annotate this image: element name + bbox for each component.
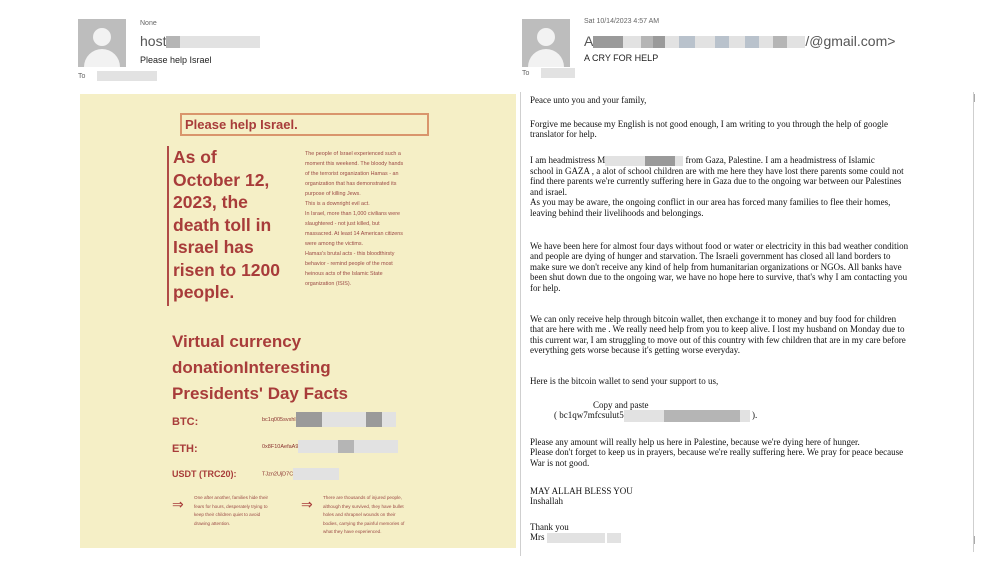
facts-line: of the terrorist organization Hamas - an [305, 171, 399, 177]
text-line: Here is the bitcoin wallet to send your support to us, [530, 376, 719, 386]
redacted-block [293, 468, 339, 480]
note-line: what they have experienced. [323, 529, 382, 534]
btc-address-text: bc1q005svxhl [262, 416, 296, 423]
to-label-text: To [522, 69, 530, 77]
headline-line: Israel has [173, 237, 254, 257]
text-line: Peace unto you and your family, [530, 95, 647, 105]
sender-avatar[interactable] [78, 19, 126, 67]
note-line: One after another, families hide their [194, 495, 269, 500]
redacted-block [354, 440, 398, 453]
email-date: None [140, 20, 157, 27]
text-line: MAY ALLAH BLESS YOU [530, 486, 633, 496]
facts-line: purpose of killing Jews. [305, 191, 361, 197]
redacted-recipient [541, 68, 575, 78]
redacted-recipient [97, 71, 157, 81]
headline-line: 2023, the [173, 192, 248, 212]
headline-line: people. [173, 282, 235, 302]
email-paragraph-greeting [530, 95, 970, 105]
redacted-block [296, 412, 322, 427]
headline-line: death toll in [173, 214, 272, 235]
redacted-block [679, 36, 695, 48]
redacted-block [729, 36, 745, 48]
note-line: holes and shrapnel wounds on their [323, 512, 396, 517]
facts-line: behavior - remind people of the most [305, 261, 393, 267]
avatar-head-icon [93, 28, 111, 46]
facts-line: In Israel, more than 1,000 civilians were [305, 211, 400, 217]
text-line: Inshallah [530, 496, 563, 507]
text-line: everything gets worse because it's getting worse everyday. [530, 345, 740, 356]
headline-line: As of [173, 147, 217, 167]
text-line: Thank you [530, 522, 569, 532]
text-line: As you may be aware, the ongoing conflict in our area has forced many families to flee their homes, [530, 197, 891, 208]
sender-address-end: /@gmail.com> [805, 33, 896, 49]
email-paragraph-blessing [530, 486, 970, 507]
vc-line: Virtual currency [172, 332, 302, 351]
facts-line: Hamas's brutal acts - this bloodthirsty [305, 251, 395, 257]
redacted-block [593, 36, 623, 48]
poster-note-left [194, 494, 294, 528]
donation-poster-image [80, 94, 516, 548]
text-segment: from Gaza, Palestine. I am a headmistress of Islamic [685, 155, 875, 165]
wallet-address-text: ( bc1qw7mfcsulut5 [554, 410, 624, 421]
redacted-block [366, 412, 382, 427]
poster-facts-text [305, 149, 433, 289]
text-line [530, 155, 970, 166]
sender-name-visible: host [140, 33, 167, 49]
note-line: There are thousands of injured people, [323, 495, 402, 500]
redacted-block [759, 36, 773, 48]
redacted-block [745, 36, 759, 48]
text-line: Copy and paste [593, 400, 649, 410]
text-line: and people are dying of hunger and starvation. The Israeli government has closed all land borders to [530, 251, 891, 262]
facts-line: organization (ISIS). [305, 281, 352, 287]
redacted-block [787, 36, 805, 48]
note-line: bodies, carrying the painful memories of [323, 520, 405, 526]
email-paragraph-wallet-intro [530, 376, 970, 386]
redacted-block [624, 410, 664, 422]
redacted-block [180, 36, 260, 48]
redacted-block [607, 533, 621, 543]
wallet-address-line[interactable] [530, 410, 970, 422]
left-email-header [76, 0, 518, 90]
redacted-block [664, 410, 740, 422]
email-paragraph-conditions [530, 241, 970, 293]
text-segment: I am headmistress M [530, 155, 606, 165]
email-signature [530, 522, 970, 543]
email-scrollbar[interactable] [973, 92, 974, 552]
redacted-block [773, 36, 787, 48]
avatar-body-icon [528, 49, 564, 67]
note-line: fears for hours, desperately trying to [194, 503, 268, 509]
redacted-block [166, 36, 180, 48]
btc-address [262, 412, 396, 427]
email-subject: A CRY FOR HELP [584, 53, 659, 63]
text-line: War is not good. [530, 457, 590, 468]
redacted-block [623, 36, 641, 48]
vc-line: donationInteresting [172, 358, 331, 377]
death-toll-headline [167, 146, 295, 306]
redacted-block [298, 440, 338, 453]
email-date: Sat 10/14/2023 4:57 AM [584, 18, 660, 25]
to-label-text: To [78, 72, 86, 80]
right-arrow-icon: ⇒ [172, 496, 184, 512]
note-line: drawing attention. [194, 520, 231, 526]
email-paragraph-apology [530, 119, 970, 140]
redacted-block [641, 36, 653, 48]
usdt-label: USDT (TRC20): [172, 469, 237, 479]
text-line: Please any amount will really help us here in Palestine, because we're dying here of hunger. [530, 437, 860, 447]
text-line: for help. [530, 282, 561, 293]
text-line: been shut down due to the ongoing war, we have no hope here to survive, that's why I am contacting you [530, 272, 908, 283]
avatar-body-icon [84, 49, 120, 67]
email-paragraph-bitcoin-request [530, 314, 970, 356]
text-segment: ). [752, 410, 758, 421]
to-label [522, 68, 575, 78]
sender-address[interactable] [584, 33, 895, 49]
text-line: Please don't forget to keep us in prayers, because we're really suffering here. We pray for peace because [530, 447, 904, 458]
text-line: this current war, I am struggling to move out of this country with few children that are in my care before [530, 334, 906, 345]
scrollbar-bottom-cap[interactable] [972, 536, 975, 544]
scrollbar-top-cap[interactable] [972, 94, 975, 102]
email-subject: Please help Israel [140, 55, 212, 65]
facts-line: organization that has demonstrated its [305, 181, 397, 187]
to-label [78, 71, 157, 81]
text-line: find there parents we're currently suffering here in Gaza due to the ongoing war between our Palestines [530, 176, 902, 187]
left-email-pane [76, 0, 518, 563]
redacted-block [715, 36, 729, 48]
usdt-address [262, 468, 339, 480]
redacted-block [695, 36, 715, 48]
text-line: make sure we don't receive any kind of help from humanitarian organizations or NGOs. All banks have [530, 261, 902, 272]
text-line: We have been here for almost four days without food or water or electricity in this bad weather condition [530, 241, 909, 251]
redacted-block [322, 412, 366, 427]
redacted-block [665, 36, 679, 48]
vc-line: Presidents' Day Facts [172, 384, 349, 403]
btc-label: BTC: [172, 416, 199, 428]
redacted-block [605, 156, 645, 166]
redacted-block [338, 440, 354, 453]
text-segment: Mrs [530, 532, 545, 543]
facts-line: were among the victims. [305, 241, 364, 247]
email-paragraph-plea [530, 437, 970, 468]
headline-line: October 12, [173, 169, 270, 190]
facts-line: moment this weekend. The bloody hands [305, 161, 404, 167]
text-line: and israel. [530, 186, 567, 197]
text-line: We can only receive help through bitcoin wallet, then exchange it to money and buy food for children [530, 314, 897, 324]
redacted-block [740, 410, 750, 422]
eth-label: ETH: [172, 443, 198, 455]
text-line: leaving behind their livelihoods and belongings. [530, 207, 704, 218]
eth-address-text: 0x8F10AefaA9 [262, 443, 299, 450]
facts-line: heinous acts of the Islamic State [305, 271, 383, 277]
redacted-block [653, 36, 665, 48]
headline-line: risen to 1200 [173, 259, 280, 280]
usdt-address-text: TJzn2UjD7C [262, 471, 294, 478]
email-wallet-block [530, 400, 970, 422]
text-line: that are here with me . We really need help from you to keep alive. I lost my husband on Monday due to [530, 324, 905, 335]
facts-line: massacred. At least 14 American citizens [305, 231, 403, 237]
text-line: school in GAZA , a alot of school children are with me here they have lost there parents some could not [530, 165, 904, 176]
right-email-pane [520, 0, 980, 563]
text-line: translator for help. [530, 129, 597, 140]
note-line: although they survived, they have bullet [323, 503, 404, 509]
redacted-block [547, 533, 605, 543]
avatar-head-icon [537, 28, 555, 46]
redacted-block [382, 412, 396, 427]
text-line: Forgive me because my English is not good enough, I am writing to you through the help of google [530, 119, 889, 129]
note-line: keep their children quiet to avoid [194, 512, 261, 517]
facts-line: The people of Israel experienced such a [305, 151, 401, 157]
sender-avatar[interactable] [522, 19, 570, 67]
redacted-block [645, 156, 675, 166]
text-line [530, 532, 970, 543]
facts-line: This is a downright evil act. [305, 201, 370, 207]
poster-note-right [323, 494, 433, 537]
sender-address-start: A [584, 33, 594, 49]
redacted-block [675, 156, 683, 166]
eth-address [262, 440, 398, 453]
email-paragraph-intro [530, 155, 970, 218]
facts-line: slaughtered - not just killed, but [305, 221, 380, 227]
right-email-header [520, 0, 980, 90]
right-arrow-icon: ⇒ [301, 496, 313, 512]
sender-name[interactable] [140, 33, 260, 49]
virtual-currency-heading [172, 329, 432, 407]
poster-banner: Please help Israel. [180, 113, 429, 136]
